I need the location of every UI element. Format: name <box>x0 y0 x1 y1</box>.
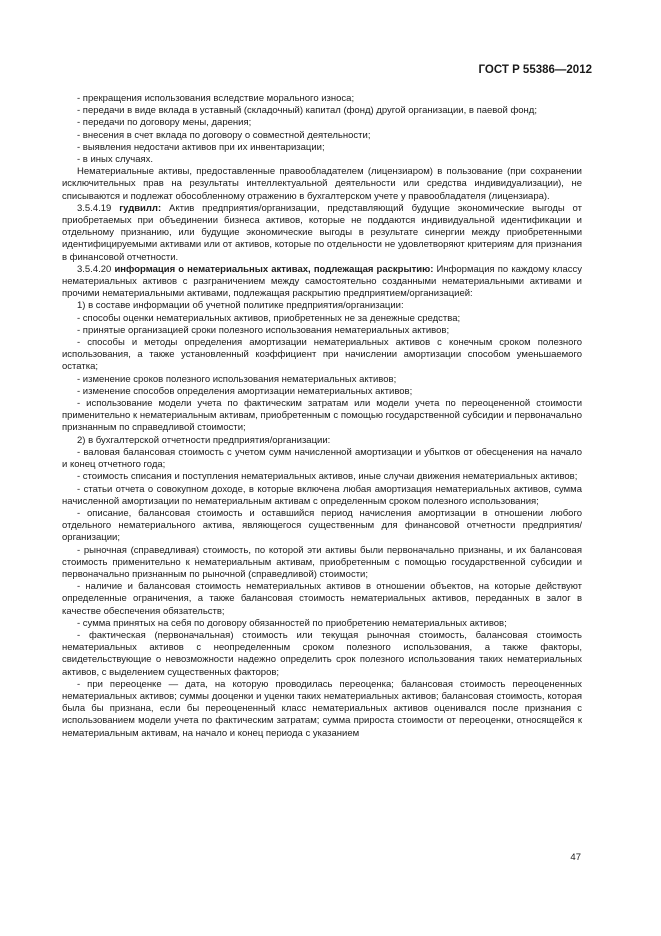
paragraph: 1) в составе информации об учетной политике предприятия/организации: <box>77 300 404 312</box>
paragraph: - фактическая (первоначальная) стоимость или текущая рыночная стоимость, балансовая стоимость нематериальных активов с неопределенным сроком полезного использования, а также факторы, свидетельствующие о невозможности надежно определить срок полезного использования таких нематериальных активов, с выделением существенных факторов; <box>62 629 582 678</box>
paragraph: - при переоценке — дата, на которую проводилась переоценка; балансовая стоимость переоцененных нематериальных активов; суммы дооценки и уценки таких нематериальных активов; балансовая стоимость, которая была бы признана, если бы переоцененный класс нематериальных активов оценивался после признания с использованием модели учета по фактическим затратам; сумма прироста стоимости от переоценки, относящейся к нематериальным активам, на начало и конец периода с указанием <box>62 678 582 739</box>
paragraph: - стоимость списания и поступления нематериальных активов, иные случаи движения нематериальных активов; <box>77 471 578 483</box>
paragraph: - изменение сроков полезного использования нематериальных активов; <box>77 373 397 385</box>
paragraph: - способы и методы определения амортизации нематериальных активов с конечным сроком полезного использования, а также установленный коэффициент при начислении амортизации способом уменьшаемого остатка; <box>62 337 582 373</box>
paragraph: - способы оценки нематериальных активов, приобретенных не за денежные средства; <box>77 312 461 324</box>
paragraph: - описание, балансовая стоимость и оставшийся период начисления амортизации в отношении любого отдельного нематериального актива, являющегося существенным для финансовой отчетности предприятия/организации; <box>62 507 582 544</box>
paragraph: - использование модели учета по фактическим затратам или модели учета по переоцененной стоимости применительно к нематериальным активам, приобретенным с помощью государственной субсидии и первоначально признанным по справедливой стоимости; <box>62 398 582 434</box>
paragraph: - в иных случаях. <box>77 154 154 166</box>
paragraph: - рыночная (справедливая) стоимость, по которой эти активы были первоначально признаны, и их балансовая стоимость применительно к нематериальным активам, приобретенным с помощью государственной субсидии и первоначально признанным по рыночной (справедливой) стоимости; <box>62 544 582 580</box>
term-definition-disclosure <box>62 264 582 301</box>
paragraph: - наличие и балансовая стоимость нематериальных активов в отношении объектов, на которые действуют определенные ограничения, а также балансовая стоимость нематериальных активов, переданных в залог в качестве обеспечения обязательств; <box>62 581 582 617</box>
paragraph: - статьи отчета о совокупном доходе, в которые включена любая амортизация нематериальных активов, сумма начисленной амортизации по нематериальным активам с определенным сроком полезного использования; <box>62 483 582 507</box>
paragraph: - прекращения использования вследствие морального износа; <box>77 93 355 104</box>
definition-text: Информация по каждому классу нематериальных активов с разграничением между самостоятельно созданными нематериальными активами и прочими нематериальными активами, подлежащая раскрытию предприятием/организацией: <box>62 263 582 300</box>
paragraph: - внесения в счет вклада по договору о совместной деятельности; <box>77 129 371 141</box>
paragraph: - валовая балансовая стоимость с учетом сумм начисленной амортизации и убытков от обесценения на начало и конец отчетного года; <box>62 446 582 471</box>
paragraph: - передачи в виде вклада в уставный (складочный) капитал (фонд) другой организации, в паевой фонд; <box>77 105 537 117</box>
clause-number: 3.5.4.19 <box>77 202 120 214</box>
document-header: ГОСТ Р 55386—2012 <box>478 64 592 76</box>
page-number: 47 <box>570 852 581 863</box>
clause-number: 3.5.4.20 <box>77 263 115 275</box>
paragraph: 2) в бухгалтерской отчетности предприятия/организации: <box>77 434 331 446</box>
definition-text: Актив предприятия/организации, представляющий будущие экономические выгоды от приобретаемых при объединении бизнеса активов, которые не поддаются индивидуальной идентификации и отдельному признанию, или будущие экономические выгоды в результате синергии между приобретенными идентифицируемыми активами или от активов, которые по отдельности не удовлетворяют критериям для признания в финансовой отчетности. <box>62 202 582 263</box>
paragraph: - выявления недостачи активов при их инвентаризации; <box>77 141 325 153</box>
paragraph: - передачи по договору мены, дарения; <box>77 117 252 129</box>
paragraph: Нематериальные активы, предоставленные правообладателем (лицензиаром) в пользование (при сохранении исключительных прав на результаты интеллектуальной деятельности или средства индивидуализации), не списываются и подлежат обособленному отражению в бухгалтерском учете у правообладателя (лицензиара). <box>62 166 582 202</box>
defined-term: информация о нематериальных активах, подлежащая раскрытию: <box>114 263 434 275</box>
paragraph: - принятые организацией сроки полезного использования нематериальных активов; <box>77 324 450 336</box>
document-body <box>62 93 582 740</box>
paragraph: - сумма принятых на себя по договору обязанностей по приобретению нематериальных активов; <box>77 617 507 629</box>
defined-term: гудвилл: <box>119 202 162 214</box>
paragraph: - изменение способов определения амортизации нематериальных активов; <box>77 385 413 397</box>
term-definition-goodwill <box>62 203 582 264</box>
